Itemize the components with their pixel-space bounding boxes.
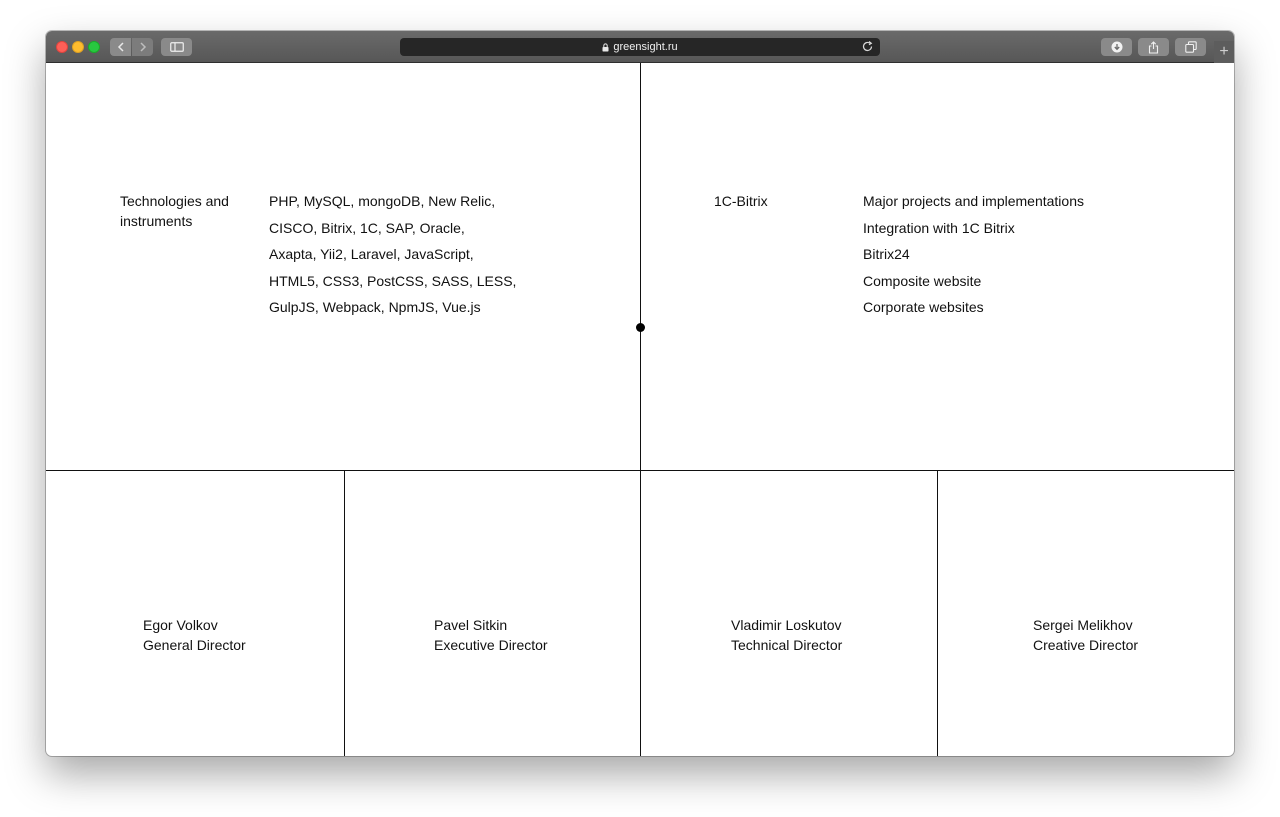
list-item: Major projects and implementations — [863, 193, 1084, 209]
column-divider — [640, 470, 641, 756]
list-item: Bitrix24 — [863, 246, 910, 262]
list-item: CISCO, Bitrix, 1C, SAP, Oracle, — [269, 219, 465, 236]
chevron-right-icon — [139, 42, 147, 52]
tech-list — [269, 191, 516, 324]
url-text: greensight.ru — [613, 41, 678, 53]
list-item: Integration with 1C Bitrix — [863, 219, 1015, 236]
column-divider — [344, 470, 345, 756]
lock-icon — [602, 43, 609, 52]
team-member-role: Creative Director — [1033, 637, 1139, 653]
column-divider — [937, 470, 938, 756]
team-member-card[interactable] — [731, 615, 842, 655]
new-tab-button[interactable]: + — [1214, 41, 1234, 63]
divider-dot — [636, 323, 645, 332]
close-window-button[interactable] — [56, 41, 68, 53]
download-icon — [1111, 41, 1123, 53]
team-member-role: Executive Director — [434, 637, 548, 653]
back-button[interactable] — [110, 38, 131, 56]
list-item: HTML5, CSS3, PostCSS, SASS, LESS, — [269, 272, 517, 289]
team-member-role: Technical Director — [731, 637, 843, 653]
sidebar-icon — [170, 42, 184, 52]
list-item: Corporate websites — [863, 299, 984, 315]
team-member-card[interactable] — [434, 615, 548, 655]
reload-icon[interactable] — [861, 40, 874, 53]
tabs-icon — [1185, 41, 1197, 53]
team-member-name: Egor Volkov — [143, 617, 218, 633]
maximize-window-button[interactable] — [88, 41, 100, 53]
downloads-button[interactable] — [1101, 38, 1132, 56]
tech-title-line: instruments — [120, 213, 193, 229]
tech-section-title — [120, 191, 229, 231]
team-member-name: Sergei Melikhov — [1033, 617, 1133, 633]
minimize-window-button[interactable] — [72, 41, 84, 53]
tech-title-line: Technologies and — [120, 193, 229, 209]
team-member-card[interactable] — [1033, 615, 1138, 655]
page-content — [46, 63, 1234, 756]
list-item: PHP, MySQL, mongoDB, New Relic, — [269, 193, 496, 209]
sidebar-toggle-button[interactable] — [161, 38, 192, 56]
bitrix-list — [863, 191, 1084, 324]
chevron-left-icon — [117, 42, 125, 52]
team-member-name: Vladimir Loskutov — [731, 617, 842, 633]
list-item: Composite website — [863, 272, 982, 289]
share-button[interactable] — [1138, 38, 1169, 56]
team-member-name: Pavel Sitkin — [434, 617, 508, 633]
list-item: GulpJS, Webpack, NpmJS, Vue.js — [269, 299, 481, 315]
bitrix-section-title: 1C-Bitrix — [714, 193, 768, 209]
share-icon — [1148, 41, 1159, 54]
list-item: Axapta, Yii2, Laravel, JavaScript, — [269, 246, 474, 262]
address-bar[interactable] — [400, 38, 880, 56]
vertical-divider — [640, 63, 641, 470]
browser-toolbar — [46, 31, 1234, 63]
forward-button[interactable] — [132, 38, 153, 56]
team-member-role: General Director — [143, 637, 246, 653]
team-member-card[interactable] — [143, 615, 246, 655]
show-tabs-button[interactable] — [1175, 38, 1206, 56]
browser-window — [46, 31, 1234, 756]
